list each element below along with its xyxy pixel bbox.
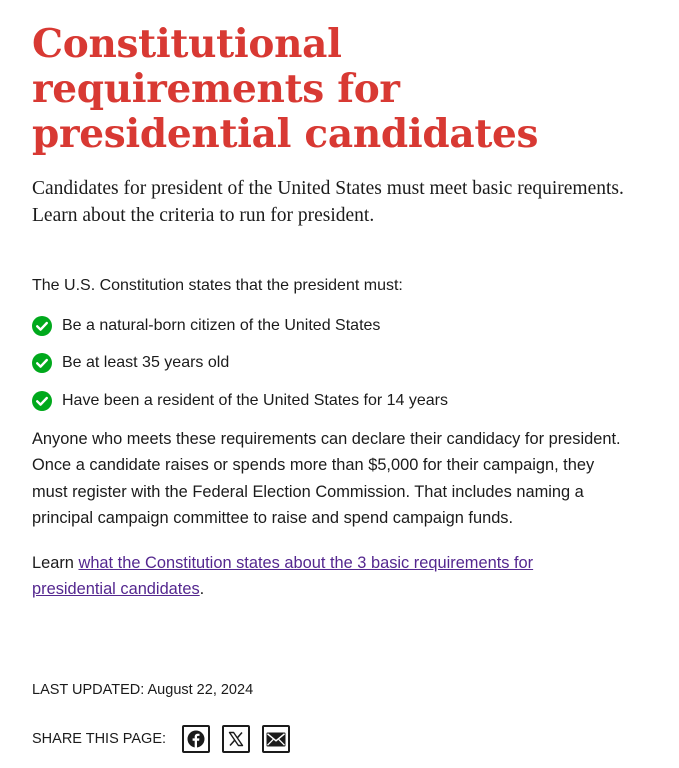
requirement-text: Have been a resident of the United States for 14 years	[62, 391, 449, 409]
requirement-text: Be at least 35 years old	[62, 354, 230, 372]
constitution-requirements-link[interactable]: what the Constitution states about the 3 basic requirements for presidential candidates	[32, 553, 534, 598]
last-updated-label: LAST UPDATED:	[32, 682, 145, 698]
share-facebook-button[interactable]	[182, 725, 210, 753]
list-item	[32, 307, 632, 345]
list-item	[32, 345, 632, 383]
x-icon	[228, 731, 244, 747]
share-x-button[interactable]	[222, 725, 250, 753]
page-title: Constitutional requirements for presidential candidates	[32, 21, 539, 157]
page-lede: Candidates for president of the United States must meet basic requirements. Learn about the criteria to run for president.	[32, 178, 624, 226]
last-updated	[32, 682, 253, 698]
check-circle-icon	[32, 316, 52, 336]
share-email-button[interactable]	[262, 725, 290, 753]
requirements-list	[32, 307, 632, 420]
check-circle-icon	[32, 353, 52, 373]
intro-text: The U.S. Constitution states that the president must:	[32, 277, 403, 294]
list-item	[32, 382, 632, 420]
candidacy-paragraph: Anyone who meets these requirements can declare their candidacy for president. Once a candidate raises or spends more than $5,000 for their campaign, they must register with the Federal Election Commission. That includes naming a principal campaign committee to raise and spend campaign funds.	[32, 429, 621, 527]
main-content	[32, 0, 632, 603]
share-bar	[32, 725, 302, 753]
check-circle-icon	[32, 391, 52, 411]
last-updated-date: August 22, 2024	[147, 682, 254, 698]
share-label: SHARE THIS PAGE:	[32, 731, 167, 747]
facebook-icon	[187, 730, 205, 748]
learn-paragraph	[32, 550, 592, 603]
email-icon	[266, 732, 286, 747]
learn-prefix: Learn	[32, 553, 79, 572]
learn-suffix: .	[199, 580, 205, 598]
requirement-text: Be a natural-born citizen of the United States	[62, 316, 381, 334]
